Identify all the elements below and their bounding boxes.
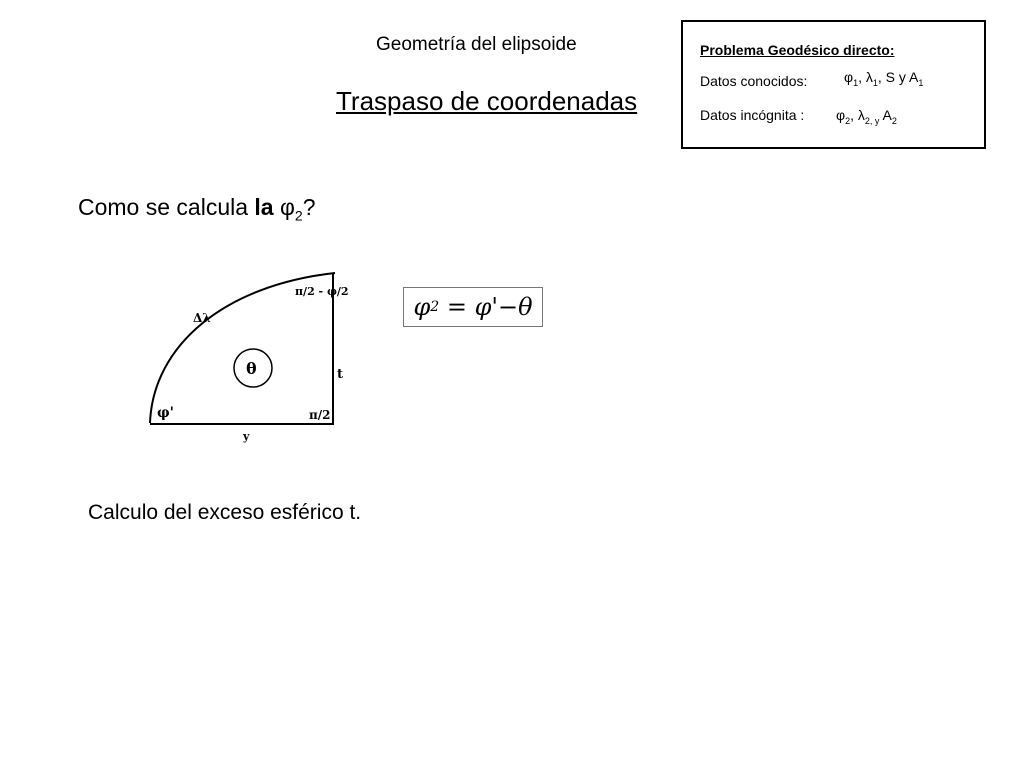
unknown-data-value: $\varphi_2$, $\lambda_{2, y}$ $A_2$ (836, 107, 897, 126)
base-label: y (243, 430, 250, 443)
arc-label: Δλ (193, 311, 211, 325)
info-box-heading: Problema Geodésico directo: (700, 42, 895, 58)
known-data-label: Datos conocidos: (700, 73, 808, 89)
page-title: Traspaso de coordenadas (336, 86, 638, 116)
corner-angle-label: π/2 (309, 408, 331, 422)
page-subtitle: Geometría del elipsoide (376, 34, 577, 55)
question-text: Como se calcula la $\varphi_2$? (78, 194, 316, 224)
theta-label: θ (246, 359, 257, 378)
formula-box: φ 2 = φ'−θ (403, 287, 543, 327)
footer-text: Calculo del exceso esférico t. (88, 501, 362, 524)
phi-prime-label: φ' (157, 405, 174, 421)
top-angle-label: π/2 - φ/2 (295, 285, 349, 298)
right-side-label: t (337, 367, 344, 382)
unknown-data-label: Datos incógnita : (700, 107, 805, 123)
spherical-triangle-diagram (145, 265, 365, 455)
known-data-value: $\varphi_1$, $\lambda_1$, S y $A_1$ (844, 69, 924, 88)
info-box (681, 20, 986, 149)
